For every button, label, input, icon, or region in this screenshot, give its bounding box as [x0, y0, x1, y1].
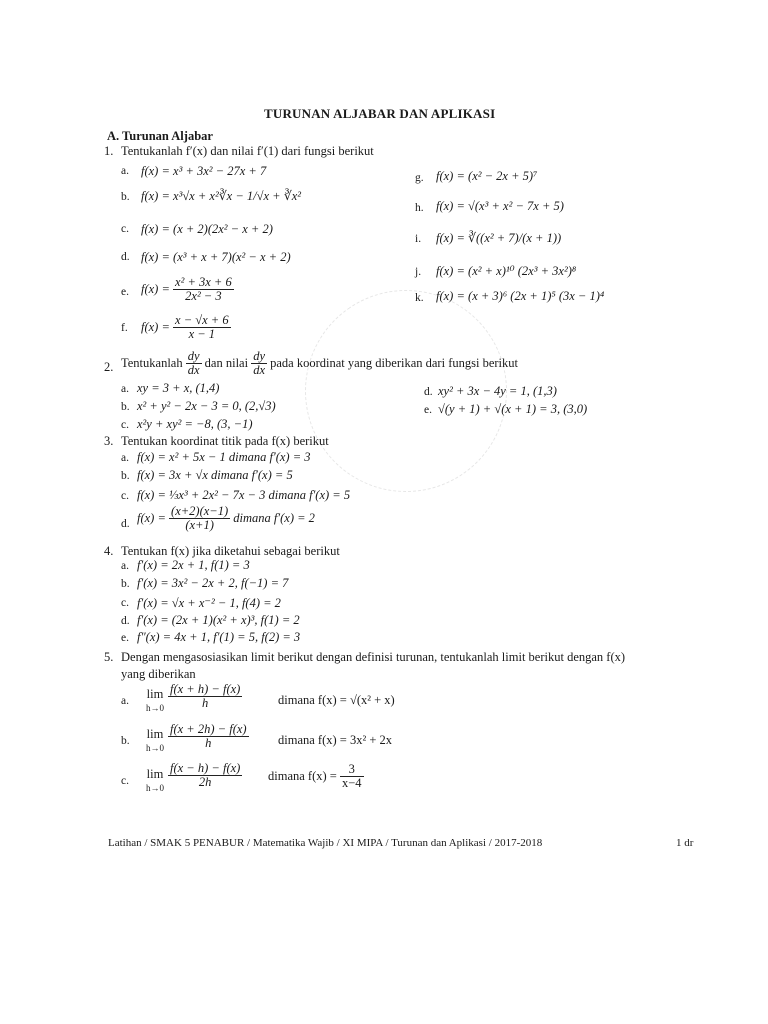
q2-item-e-label: e. [424, 404, 432, 416]
q1-item-c-label: c. [121, 223, 129, 235]
q1-item-e-label: e. [121, 286, 129, 298]
q5-item-a-label: a. [121, 695, 129, 707]
q2-item-c-label: c. [121, 419, 129, 431]
q3-item-d: f(x) = $\frac{(x+2)(x-1)}{(x+1)}$ dimana f′(x) = 2 [137, 504, 315, 533]
q5-item-c-label: c. [121, 775, 129, 787]
q2-item-d-label: d. [424, 386, 433, 398]
question-number-2: 2. [104, 360, 114, 374]
q3-item-a-label: a. [121, 452, 129, 464]
page-number: 1 dr [676, 837, 694, 849]
q1-f-denominator: x − 1 [188, 327, 216, 342]
q3-item-b-label: b. [121, 470, 130, 482]
q2-item-a: xy = 3 + x, (1,4) [137, 381, 220, 395]
q1-item-j-label: j. [415, 266, 422, 278]
q4-item-c-label: c. [121, 597, 129, 609]
q2-item-a-label: a. [121, 383, 129, 395]
q4-item-b-label: b. [121, 578, 130, 590]
q5-b-fraction: $\frac{f(x + 2h) - f(x)}{h}$ [170, 722, 247, 751]
q1-e-numerator: x² + 3x + 6 [175, 275, 232, 289]
q2-item-b-label: b. [121, 401, 130, 413]
q3-item-c-label: c. [121, 490, 129, 502]
q3-item-a: f(x) = x² + 5x − 1 dimana f′(x) = 3 [137, 450, 311, 464]
q1-item-a: f(x) = x³ + 3x² − 27x + 7 [141, 164, 267, 178]
question-5-prompt-line2: yang diberikan [121, 667, 196, 681]
q1-item-b-label: b. [121, 191, 130, 203]
q5-a-fraction: $\frac{f(x + h) - f(x)}{h}$ [170, 682, 241, 711]
q5-c-condition: dimana f(x) = $\frac{3}{x-4}$ [268, 762, 362, 791]
q1-item-k-label: k. [415, 292, 424, 304]
q2-item-c: x²y + xy² = −8, (3, −1) [137, 417, 253, 431]
footer-text: Latihan / SMAK 5 PENABUR / Matematika Wajib / XI MIPA / Turunan dan Aplikasi / 2017-2018 [108, 837, 543, 849]
q1-f-numerator: x − √x + 6 [175, 313, 229, 327]
q4-item-a: f′(x) = 2x + 1, f(1) = 3 [137, 558, 250, 572]
q1-item-c: f(x) = (x + 2)(2x² − x + 2) [141, 222, 273, 236]
q5-c-fraction: $\frac{f(x - h) - f(x)}{2h}$ [170, 761, 241, 790]
q3-item-c: f(x) = ⅓x³ + 2x² − 7x − 3 dimana f′(x) = 5 [137, 488, 351, 502]
q1-item-d: f(x) = (x³ + x + 7)(x² − x + 2) [141, 250, 291, 264]
q5-a-condition: dimana f(x) = √(x² + x) [278, 693, 395, 707]
question-number-1: 1. [104, 144, 114, 158]
question-number-4: 4. [104, 544, 114, 558]
q1-item-i: f(x) = ∛((x² + 7)/(x + 1)) [436, 231, 562, 245]
question-5-prompt-line1: Dengan mengasosiasikan limit berikut dengan definisi turunan, tentukanlah limit berikut dengan f(x) [121, 650, 626, 664]
q1-item-k: f(x) = (x + 3)⁶ (2x + 1)⁵ (3x − 1)⁴ [436, 289, 605, 303]
question-3-prompt: Tentukan koordinat titik pada f(x) berikut [121, 434, 329, 448]
q5-a-limit: lim h→0 [146, 687, 164, 713]
q2-item-e: √(y + 1) + √(x + 1) = 3, (3,0) [438, 402, 588, 416]
q1-e-denominator: 2x² − 3 [185, 289, 222, 304]
q2-item-b: x² + y² − 2x − 3 = 0, (2,√3) [137, 399, 276, 413]
q1-item-g-label: g. [415, 172, 424, 184]
q1-item-h-label: h. [415, 202, 424, 214]
question-2-prompt: Tentukanlah $\frac{dy}{dx}$ dan nilai $\frac{dy}{dx}$ pada koordinat yang diberikan dari fungsi berikut [121, 349, 518, 378]
q1-item-a-label: a. [121, 165, 129, 177]
q4-item-b: f′(x) = 3x² − 2x + 2, f(−1) = 7 [137, 576, 289, 590]
q4-item-d: f′(x) = (2x + 1)(x² + x)³, f(1) = 2 [137, 613, 300, 627]
question-number-3: 3. [104, 434, 114, 448]
question-number-5: 5. [104, 650, 114, 664]
q1-item-d-label: d. [121, 251, 130, 263]
q1-item-i-label: i. [415, 233, 422, 245]
q4-item-e: f″(x) = 4x + 1, f′(1) = 5, f(2) = 3 [137, 630, 301, 644]
section-heading: A. Turunan Aljabar [107, 129, 213, 143]
q1-item-f-label: f. [121, 322, 128, 334]
q4-item-c: f′(x) = √x + x⁻² − 1, f(4) = 2 [137, 596, 281, 610]
q4-item-d-label: d. [121, 615, 130, 627]
q1-item-f: f(x) = $\frac{x - √x + 6}{x - 1}$ [141, 313, 229, 342]
q5-item-b-label: b. [121, 735, 130, 747]
q5-b-condition: dimana f(x) = 3x² + 2x [278, 733, 393, 747]
page-title: TURUNAN ALJABAR DAN APLIKASI [264, 106, 496, 121]
q1-item-b: f(x) = x³√x + x²∛x − 1/√x + ∛x² [141, 189, 301, 203]
q1-item-g: f(x) = (x² − 2x + 5)⁷ [436, 169, 538, 183]
q1-item-h: f(x) = √(x³ + x² − 7x + 5) [436, 199, 564, 213]
question-1-prompt: Tentukanlah f′(x) dan nilai f′(1) dari fungsi berikut [121, 144, 374, 158]
q1-item-j: f(x) = (x² + x)¹⁰ (2x³ + 3x²)⁸ [436, 264, 577, 278]
q5-b-limit: lim h→0 [146, 727, 164, 753]
q1-item-e: f(x) = $\frac{\text{x² + 3x + 6}}{\text{2x² − 3}}$ [141, 275, 232, 304]
q4-item-a-label: a. [121, 560, 129, 572]
q3-item-d-label: d. [121, 518, 130, 530]
question-4-prompt: Tentukan f(x) jika diketahui sebagai berikut [121, 544, 340, 558]
q4-item-e-label: e. [121, 632, 129, 644]
q5-c-limit: lim h→0 [146, 767, 164, 793]
q3-item-b: f(x) = 3x + √x dimana f′(x) = 5 [137, 468, 293, 482]
q2-item-d: xy² + 3x − 4y = 1, (1,3) [438, 384, 557, 398]
